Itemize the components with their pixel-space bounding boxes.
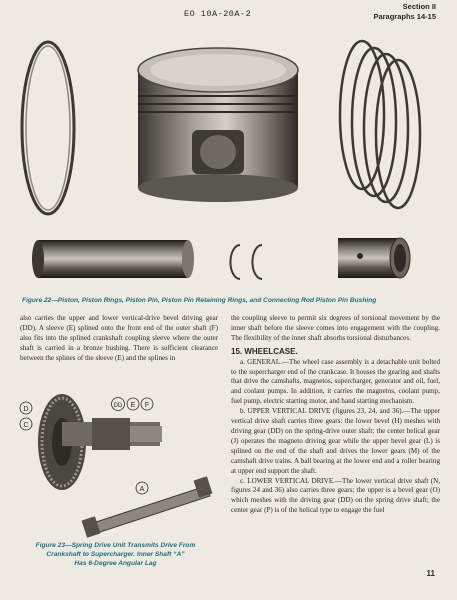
document-code: EO 10A-20A-2: [184, 9, 252, 19]
page-number: 11: [426, 569, 435, 578]
callout-e: [127, 398, 139, 410]
left-column-paragraph: also carries the upper and lower vertical-drive bevel driving gear (DD). A sleeve (E) splined onto the front end of the outer shaft (F) also fits into the splined crankshaft coupling sleeve where the outer shaft is carried in a bronze bushing. There is sufficient clearance between the splines of the sleeve (E) and the splines in: [20, 314, 218, 362]
connecting-rod-bushing: [338, 238, 410, 278]
callout-c-label: C: [23, 422, 29, 429]
figure-23-caption: [18, 541, 213, 568]
callout-dd-label: DD: [113, 403, 123, 409]
figure-22-caption: Figure 22—Piston, Piston Rings, Piston Pin, Piston Pin Retaining Rings, and Connecting Rod Piston Pin Bushing: [22, 297, 377, 304]
left-column: [20, 314, 218, 364]
callout-a-label: A: [139, 486, 145, 493]
callout-a: [136, 482, 148, 494]
figure-23-illustration: [0, 390, 230, 540]
figure-23-caption-line3: Has 6-Degree Angular Lag: [74, 560, 157, 567]
piston: [138, 48, 298, 202]
figure-23-caption-line1: Figure 23—Spring Drive Unit Transmits Drive From: [35, 542, 196, 549]
callout-d: [20, 402, 32, 414]
section-heading: 15. WHEELCASE.: [231, 346, 298, 356]
right-column: [231, 314, 440, 516]
callout-d-label: D: [23, 406, 29, 413]
right-paragraph-lower-drive: c. LOWER VERTICAL DRIVE.—The lower vertical drive shaft (N, figures 24 and 36) also carries three gears; the upper is a bevel gear (O) which meshes with the driving gear (DD) on the spring drive shaft; the center gear (P) is of the helical type to engage the fuel: [231, 476, 440, 515]
right-paragraph-1: the coupling sleeve to permit six degrees of torsional movement by the inner shaft before the sleeve comes into engagement with the coupling. The flexibility of the inner shaft absorbs torsional disturbances.: [231, 314, 440, 342]
callout-f: [141, 398, 153, 410]
piston-rings-right: [340, 41, 420, 208]
piston-pin: [32, 240, 194, 278]
section-label: Section II: [402, 2, 436, 11]
right-paragraph-upper-drive: b. UPPER VERTICAL DRIVE (figures 23, 24, and 36).—The upper vertical drive shaft carries three gears: the lower bevel (H) meshes with driving gear (DD) on the spring-drive outer shaft; the center helical gear (J) operates the magneto driving gear while the upper bevel gear (L) is splined on the end of the shaft and drives the lower gears (M) of the camshaft drive trains. A ball bearing at the lower end and a roller bearing at upper end support the shaft.: [231, 407, 440, 475]
spring-drive-shaft: [62, 418, 162, 450]
retaining-rings: [230, 245, 262, 279]
paragraphs-label: Paragraphs 14-15: [373, 12, 436, 21]
callout-dd: [112, 398, 125, 411]
callout-e-label: E: [130, 402, 136, 409]
piston-ring-left: [22, 42, 74, 214]
callout-c: [20, 418, 32, 430]
right-paragraph-general: a. GENERAL.—The wheel case assembly is a detachable unit bolted to the supercharger end of the crankcase. It houses the gearing and shafts that drive the camshafts, magnetos, supercharger, generator and oil, fuel, and coolant pumps. In addition, it carries the magnetos, coolant pump, fuel pump, electric starting motor, and hand starting mechanism.: [231, 357, 440, 406]
callout-f-label: F: [144, 402, 150, 409]
figure-23-caption-line2: Crankshaft to Supercharger. Inner Shaft “A”: [46, 551, 185, 558]
